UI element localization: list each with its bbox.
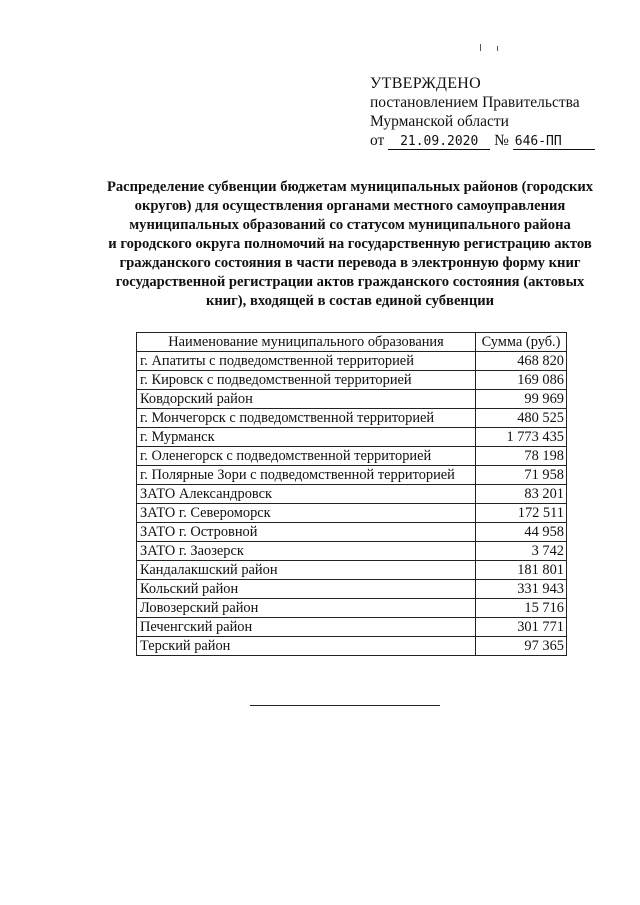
title-line: книг), входящей в состав единой субвенции — [205, 293, 495, 309]
end-rule — [250, 705, 440, 706]
approval-date: 21.09.2020 — [388, 134, 490, 150]
municipality-name: г. Мончегорск с подведомственной территорией — [137, 409, 476, 428]
sum-value: 480 525 — [476, 409, 567, 428]
municipality-name: ЗАТО Александровск — [137, 485, 476, 504]
table-row — [137, 637, 567, 656]
sum-value: 301 771 — [476, 618, 567, 637]
column-header-name: Наименование муниципального образования — [137, 333, 476, 352]
sum-value: 468 820 — [476, 352, 567, 371]
sum-value: 71 958 — [476, 466, 567, 485]
sum-value: 331 943 — [476, 580, 567, 599]
municipality-name: ЗАТО г. Островной — [137, 523, 476, 542]
table-row — [137, 447, 567, 466]
table-row — [137, 371, 567, 390]
sum-value: 172 511 — [476, 504, 567, 523]
sum-value: 181 801 — [476, 561, 567, 580]
sum-value: 97 365 — [476, 637, 567, 656]
title-line: гражданского состояния в части перевода в электронную форму книг — [119, 255, 581, 271]
municipality-name: Терский район — [137, 637, 476, 656]
sum-value: 169 086 — [476, 371, 567, 390]
municipality-name: Ловозерский район — [137, 599, 476, 618]
municipality-name: Кольский район — [137, 580, 476, 599]
table-row — [137, 485, 567, 504]
table-row — [137, 504, 567, 523]
municipality-name: Кандалакшский район — [137, 561, 476, 580]
table-row — [137, 618, 567, 637]
municipality-name: ЗАТО г. Североморск — [137, 504, 476, 523]
table-row — [137, 523, 567, 542]
number-label: № — [494, 132, 509, 149]
approval-line-2: Мурманской области — [370, 113, 509, 130]
municipality-name: г. Апатиты с подведомственной территорией — [137, 352, 476, 371]
scan-mark — [497, 46, 498, 51]
municipality-name: ЗАТО г. Заозерск — [137, 542, 476, 561]
title-line: округов) для осуществления органами местного самоуправления — [134, 198, 566, 214]
approval-line-1: постановлением Правительства — [370, 94, 580, 111]
table-row — [137, 542, 567, 561]
table-row — [137, 352, 567, 371]
table-row — [137, 428, 567, 447]
sum-value: 78 198 — [476, 447, 567, 466]
table-row — [137, 409, 567, 428]
sum-value: 83 201 — [476, 485, 567, 504]
column-header-sum: Сумма (руб.) — [476, 333, 567, 352]
sum-value: 15 716 — [476, 599, 567, 618]
table-header-row — [137, 333, 567, 352]
subvention-table — [136, 332, 567, 656]
from-label: от — [370, 132, 385, 149]
sum-value: 3 742 — [476, 542, 567, 561]
approval-block — [370, 74, 595, 150]
sum-value: 44 958 — [476, 523, 567, 542]
sum-value: 99 969 — [476, 390, 567, 409]
title-line: муниципальных образований со статусом муниципального района — [129, 217, 571, 233]
document-title — [70, 178, 630, 311]
title-line: государственной регистрации актов гражданского состояния (актовых — [115, 274, 585, 290]
title-line: Распределение субвенции бюджетам муниципальных районов (городских — [106, 179, 594, 195]
table-row — [137, 580, 567, 599]
municipality-name: Ковдорский район — [137, 390, 476, 409]
approval-number: 646-ПП — [513, 134, 595, 150]
municipality-name: г. Мурманск — [137, 428, 476, 447]
municipality-name: г. Кировск с подведомственной территорией — [137, 371, 476, 390]
table-row — [137, 466, 567, 485]
municipality-name: г. Оленегорск с подведомственной территорией — [137, 447, 476, 466]
municipality-name: г. Полярные Зори с подведомственной территорией — [137, 466, 476, 485]
table-row — [137, 390, 567, 409]
scan-mark — [480, 44, 481, 51]
table-row — [137, 599, 567, 618]
table-row — [137, 561, 567, 580]
sum-value: 1 773 435 — [476, 428, 567, 447]
approval-word: УТВЕРЖДЕНО — [370, 75, 482, 92]
municipality-name: Печенгский район — [137, 618, 476, 637]
approval-date-line — [370, 131, 595, 150]
title-line: и городского округа полномочий на государственную регистрацию актов — [108, 236, 592, 252]
